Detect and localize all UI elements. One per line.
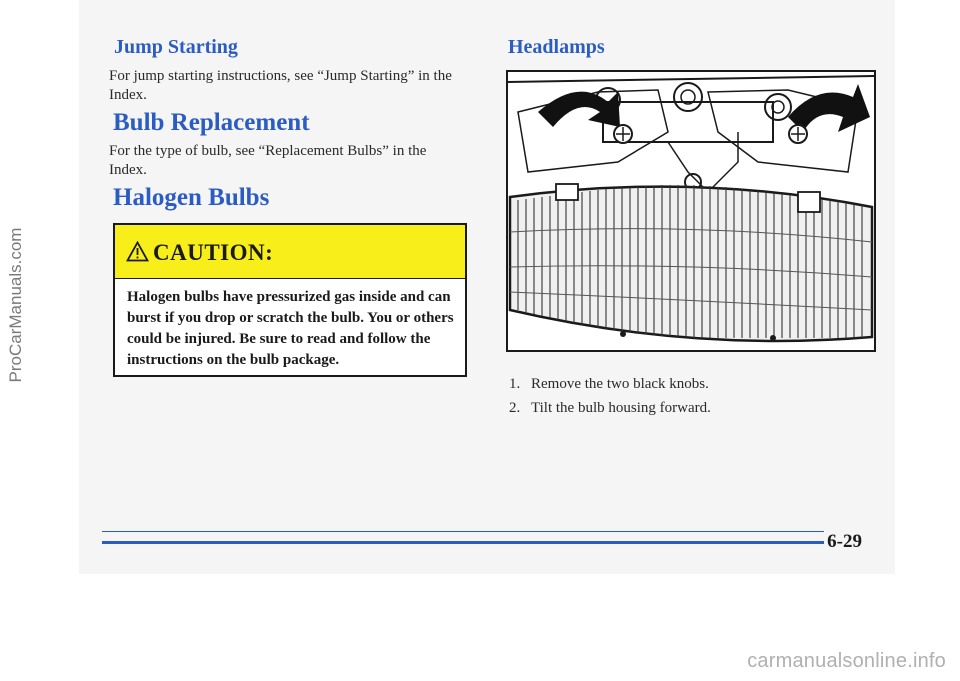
caution-text: Halogen bulbs have pressurized gas inside and can burst if you drop or scratch the bulb. You or others could be injured. Be sure to read and follow the instructions on the bulb package. (127, 289, 454, 368)
bulb-replacement-heading: Bulb Replacement (113, 109, 310, 136)
halogen-bulbs-heading: Halogen Bulbs (113, 184, 270, 211)
caution-title: CAUTION: (153, 240, 274, 265)
bottom-watermark: carmanualsonline.info (747, 650, 946, 672)
list-item: 2. Tilt the bulb housing forward. (509, 400, 711, 416)
bulb-replacement-text: For the type of bulb, see “Replacement Bulbs” in the Index. (109, 143, 427, 178)
headlamp-drawing (508, 72, 874, 350)
jump-starting-text: For jump starting instructions, see “Jump Starting” in the Index. (109, 68, 452, 103)
warning-triangle-icon (126, 241, 149, 262)
footer-rule-thin (102, 531, 824, 532)
side-watermark: ProCarManuals.com (6, 227, 25, 383)
headlamps-heading: Headlamps (508, 36, 605, 58)
steps-list (509, 374, 711, 422)
caution-box (113, 223, 467, 377)
jump-starting-heading: Jump Starting (114, 36, 238, 58)
headlamp-illustration (506, 70, 876, 352)
footer-rule-thick (102, 541, 824, 544)
list-item: 1. Remove the two black knobs. (509, 376, 709, 392)
caution-band (115, 225, 465, 279)
page-number: 6-29 (827, 531, 862, 552)
